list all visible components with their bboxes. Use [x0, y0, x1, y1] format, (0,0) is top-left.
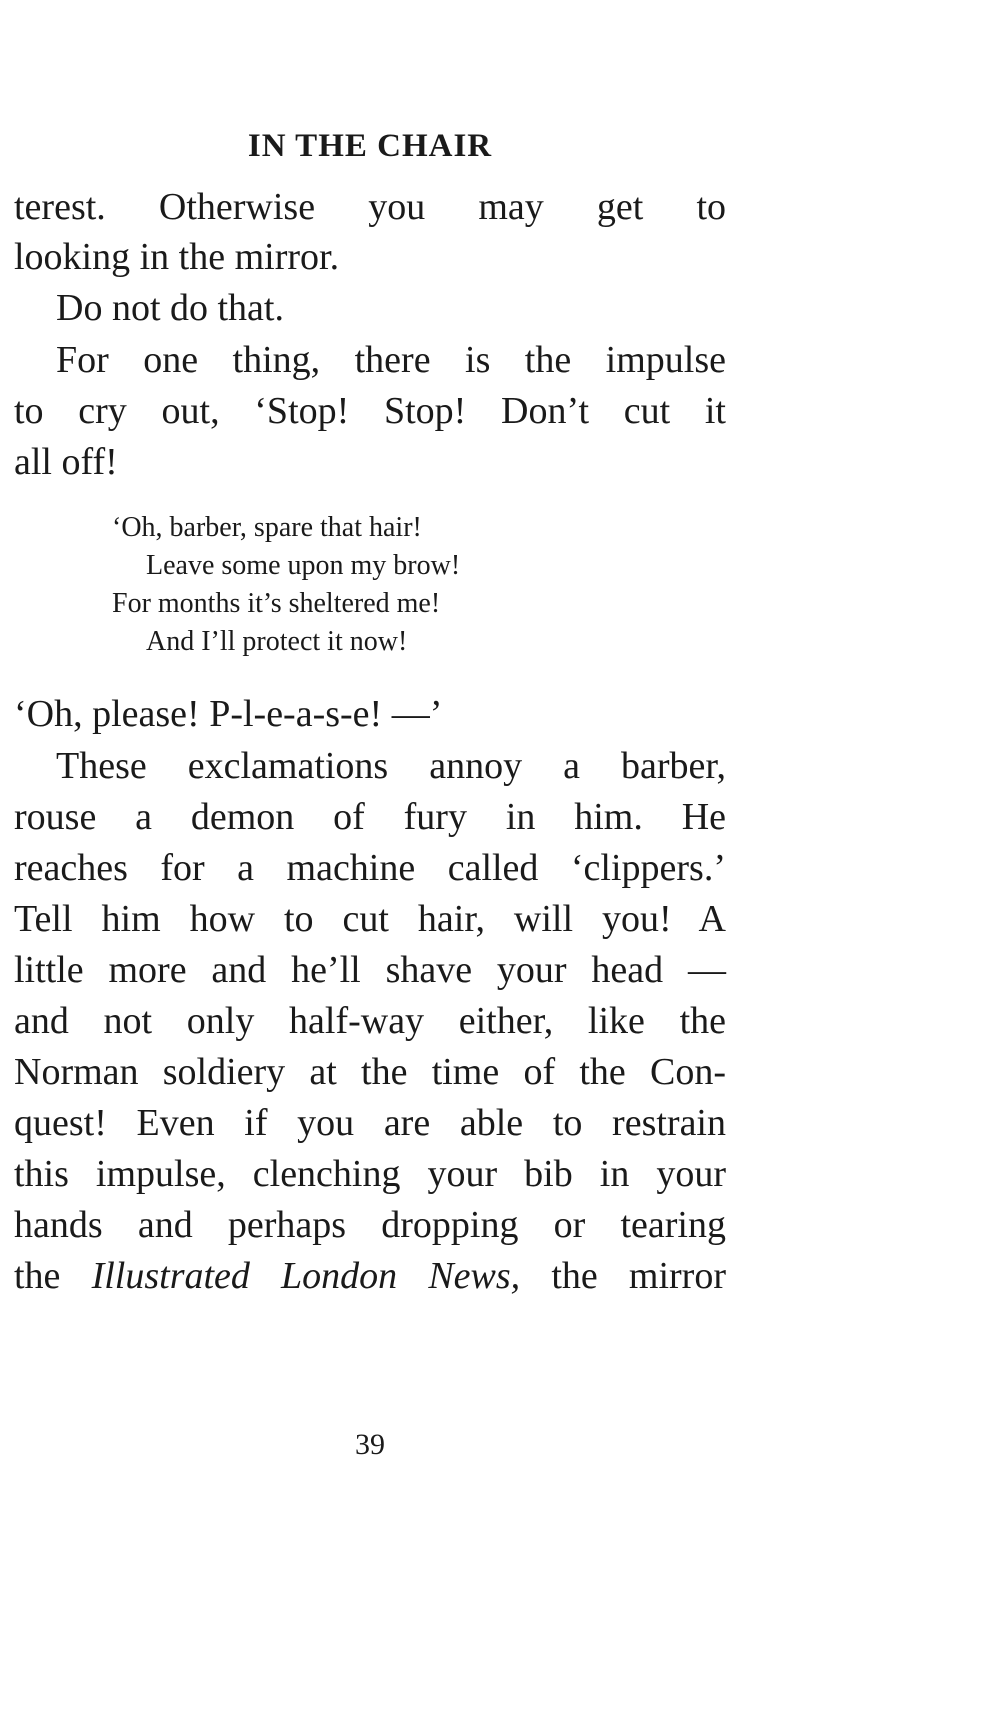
- text-line: little more and he’ll shave your head —: [14, 949, 726, 991]
- page-number: 39: [355, 1428, 385, 1461]
- text-line: quest! Even if you are able to restrain: [14, 1102, 726, 1144]
- text-line: These exclamations annoy a barber,: [56, 745, 726, 787]
- running-head: IN THE CHAIR: [247, 128, 493, 164]
- text-line: and not only half-way either, like the: [14, 1000, 726, 1042]
- text-line: Tell him how to cut hair, will you! A: [14, 898, 726, 940]
- text-line: all off!: [14, 441, 118, 483]
- text-line: looking in the mirror.: [14, 236, 340, 278]
- text-fragment: the mirror: [520, 1255, 726, 1297]
- text-line: Do not do that.: [56, 287, 284, 329]
- text-line: hands and perhaps dropping or tearing: [14, 1204, 726, 1246]
- text-line: ‘Oh, please! P-l-e-a-s-e! —’: [14, 693, 443, 735]
- text-line: rouse a demon of fury in him. He: [14, 796, 726, 838]
- text-fragment: the: [14, 1255, 92, 1297]
- italic-title: Illustrated London News,: [91, 1255, 521, 1297]
- text-line: For one thing, there is the impulse: [56, 339, 726, 381]
- verse-line: ‘Oh, barber, spare that hair!: [112, 512, 422, 543]
- text-line: [14, 1254, 726, 1298]
- text-line: reaches for a machine called ‘clippers.’: [14, 847, 726, 889]
- verse-line: Leave some upon my brow!: [146, 550, 461, 581]
- text-line: to cry out, ‘Stop! Stop! Don’t cut it: [14, 390, 726, 432]
- text-line: Norman soldiery at the time of the Con-: [14, 1051, 726, 1093]
- text-line: terest. Otherwise you may get to: [14, 186, 726, 228]
- verse-line: For months it’s sheltered me!: [112, 588, 441, 619]
- text-line: this impulse, clenching your bib in your: [14, 1153, 726, 1195]
- verse-line: And I’ll protect it now!: [146, 626, 408, 657]
